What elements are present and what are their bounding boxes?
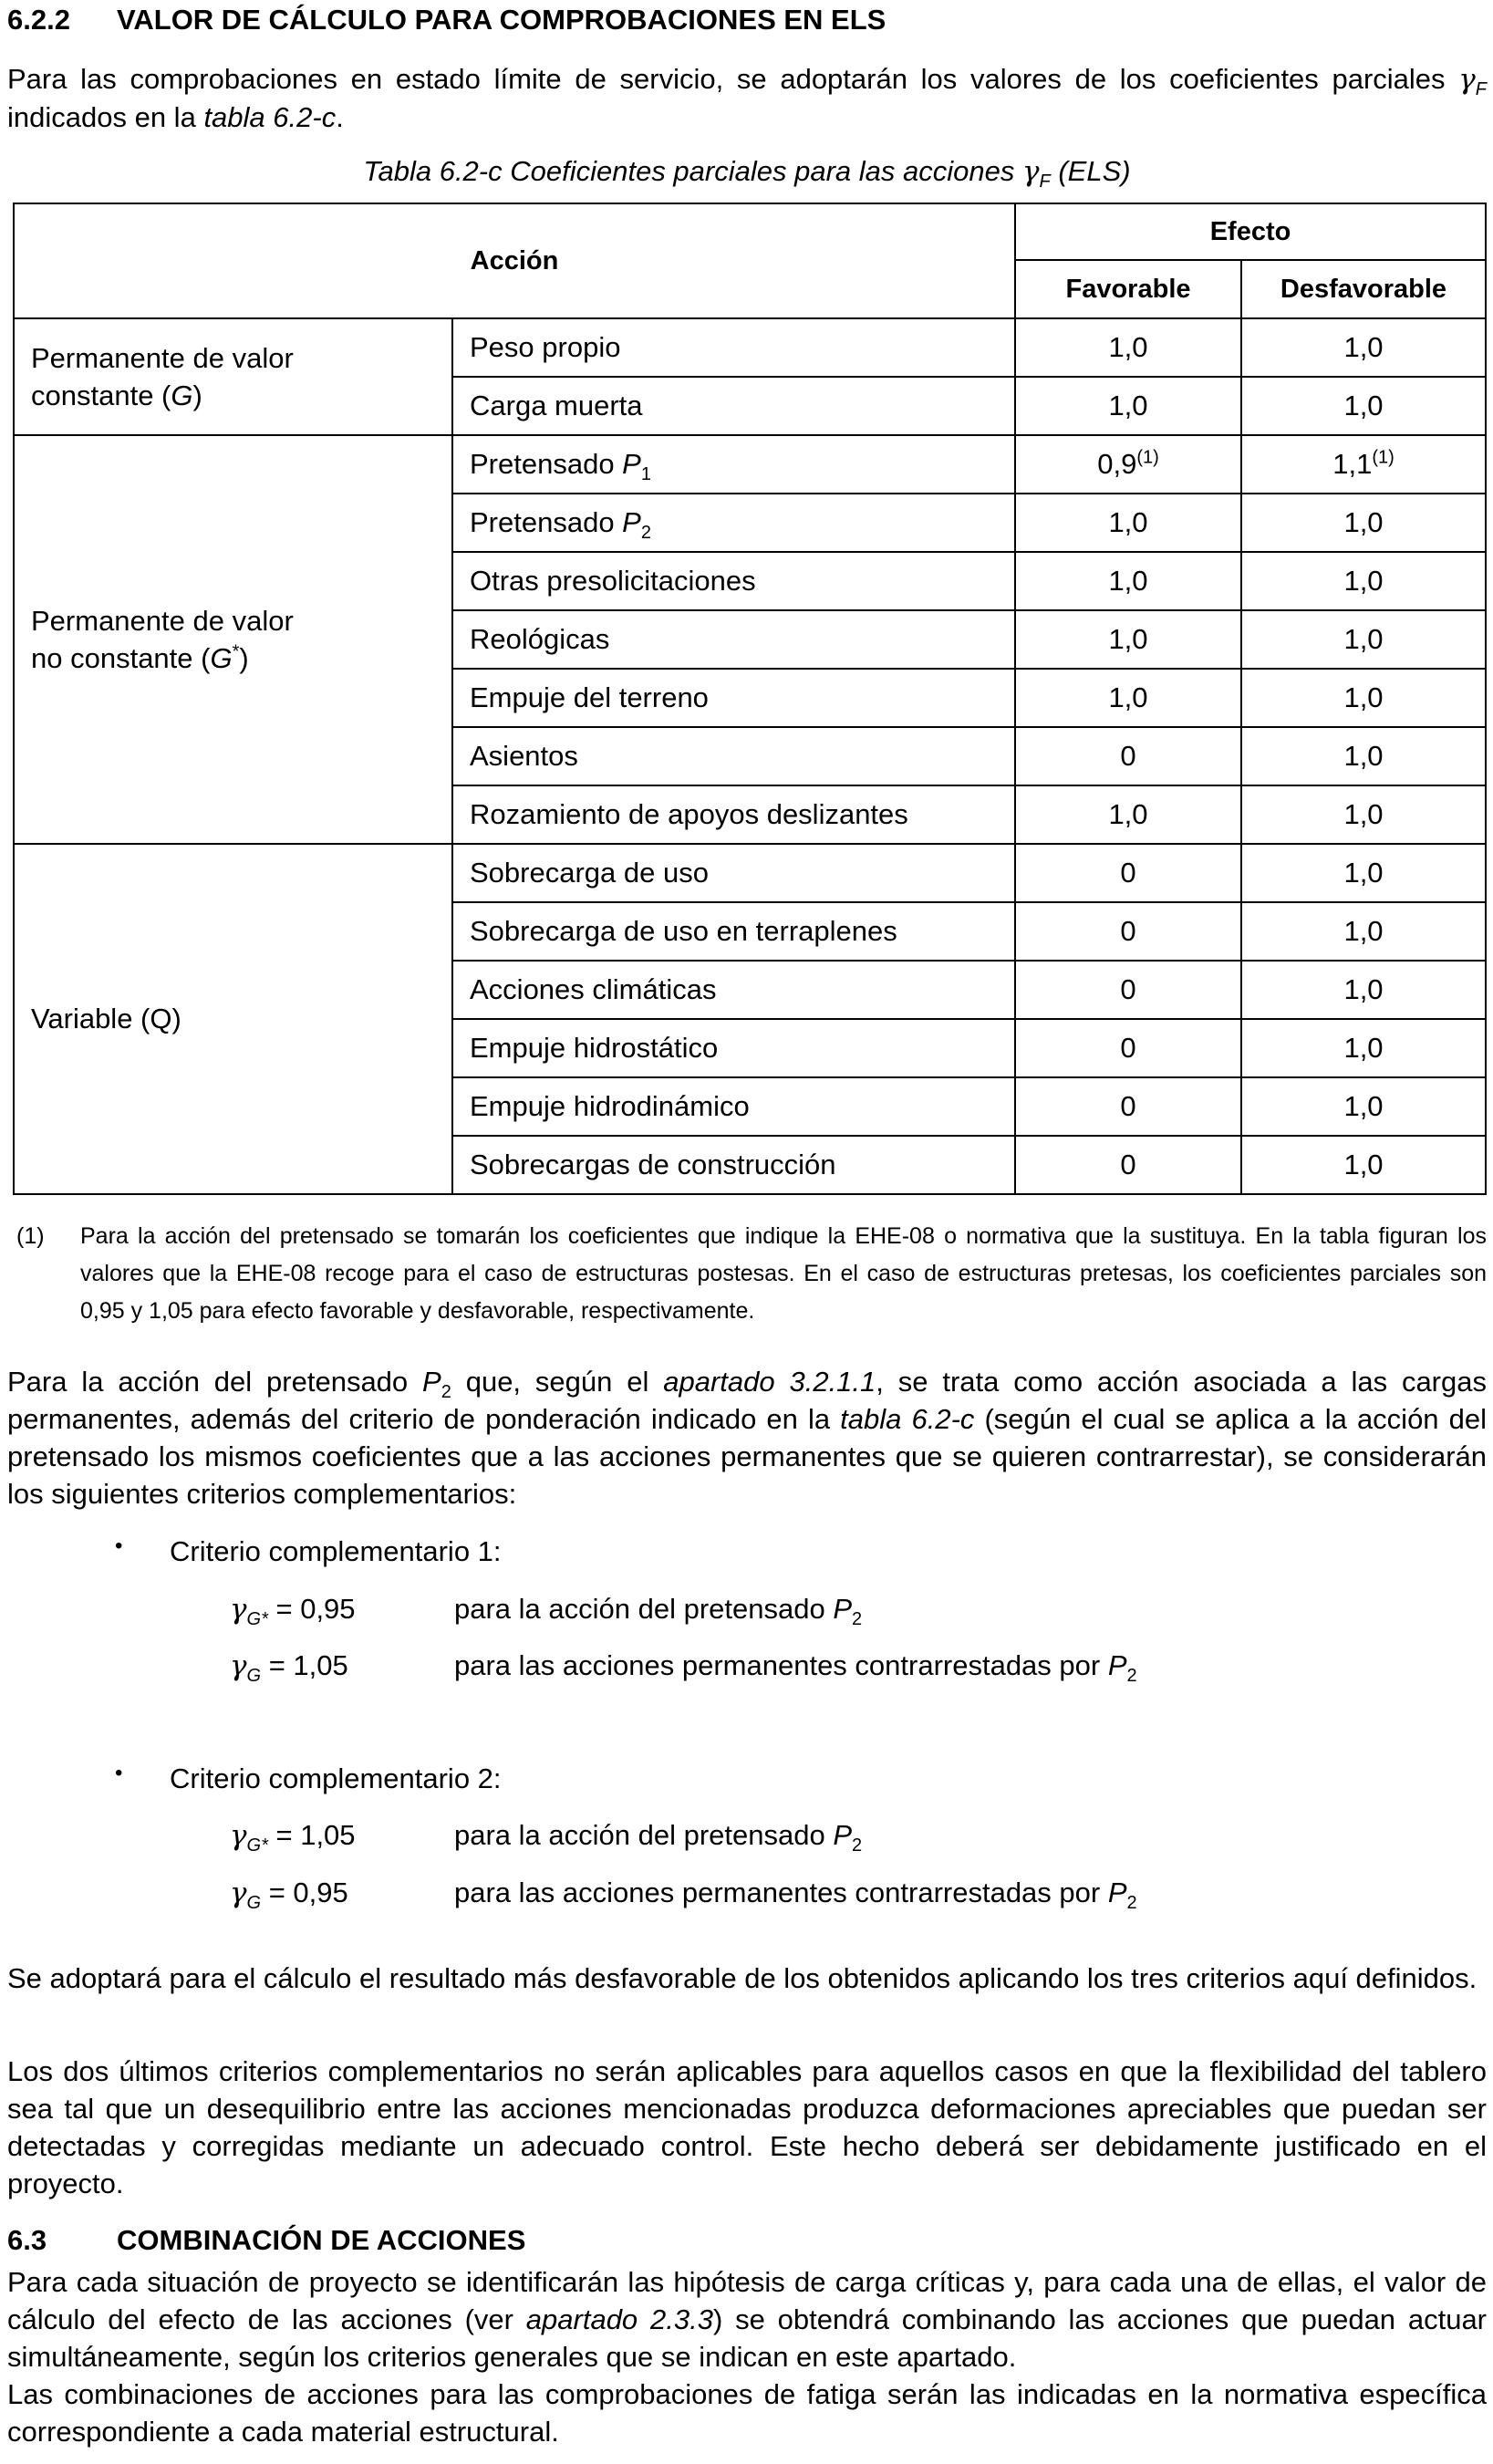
gamma-symbol: γ	[1021, 155, 1040, 188]
action-cell: Sobrecarga de uso	[452, 844, 1015, 902]
group-label: )	[239, 642, 249, 674]
unfavorable-cell: 1,0	[1241, 669, 1486, 727]
unfavorable-cell: 1,0	[1241, 377, 1486, 435]
group-symbol-star: *	[232, 641, 240, 662]
action-subscript: 1	[640, 464, 651, 485]
symbol-subscript: 2	[441, 1382, 451, 1403]
favorable-cell: 1,0	[1015, 318, 1241, 377]
gamma-subscript: F	[1039, 172, 1051, 192]
symbol-subscript: 2	[1126, 1893, 1137, 1914]
pretensado-paragraph	[7, 1363, 1487, 1513]
table-footnote	[7, 1218, 1487, 1330]
table-row	[14, 318, 1486, 377]
favorable-cell: 0	[1015, 1077, 1241, 1136]
action-cell: Empuje del terreno	[452, 669, 1015, 727]
desc-text: para las acciones permanentes contrarrestadas por	[454, 1649, 1108, 1681]
desc-text: para las acciones permanentes contrarrestadas por	[454, 1877, 1108, 1908]
action-cell: Acciones climáticas	[452, 961, 1015, 1019]
action-symbol: P	[622, 506, 641, 538]
para-text: (según el cual se aplica a la acción del pretensado los mismos coeficientes que a las acciones permanentes que se quieren contrarrestar), se considerarán los siguientes criterios complementarios:	[7, 1403, 1487, 1510]
para-text: que, según el	[451, 1366, 664, 1398]
gamma-subscript: G	[246, 1893, 262, 1914]
gamma-symbol: γ	[230, 1819, 247, 1852]
gamma-subscript: G	[246, 1666, 262, 1687]
section-title: COMBINACIÓN DE ACCIONES	[117, 2224, 526, 2256]
action-cell: Sobrecarga de uso en terraplenes	[452, 902, 1015, 961]
caption-text: (ELS)	[1050, 155, 1131, 187]
favorable-value: 0,9	[1097, 448, 1137, 480]
action-cell: Carga muerta	[452, 377, 1015, 435]
gamma-symbol: γ	[230, 1877, 247, 1909]
section-title: VALOR DE CÁLCULO PARA COMPROBACIONES EN ELS	[117, 4, 886, 36]
group-label: no constante (	[31, 642, 211, 674]
gamma-symbol: γ	[230, 1649, 247, 1682]
intro-text: indicados en la	[7, 101, 204, 133]
caption-text: Tabla 6.2-c Coeficientes parciales para las acciones	[363, 155, 1022, 187]
coefficient-value: = 1,05	[261, 1649, 348, 1681]
coefficient-line	[230, 1819, 863, 1856]
intro-paragraph	[7, 60, 1487, 136]
group-label: Permanente de valor	[31, 342, 294, 374]
coefficient-line	[230, 1593, 863, 1630]
symbol: P	[833, 1819, 853, 1851]
unfavorable-cell	[1241, 435, 1486, 494]
section-number: 6.3	[7, 2224, 47, 2256]
intro-text: .	[336, 101, 344, 133]
favorable-cell: 1,0	[1015, 669, 1241, 727]
unfavorable-cell: 1,0	[1241, 318, 1486, 377]
criterion-title: Criterio complementario 1:	[170, 1535, 502, 1567]
unfavorable-cell: 1,0	[1241, 552, 1486, 610]
unfavorable-cell: 1,0	[1241, 1019, 1486, 1077]
favorable-cell: 0	[1015, 961, 1241, 1019]
footnote-number: (1)	[16, 1223, 45, 1249]
action-symbol: P	[622, 448, 641, 480]
favorable-cell: 0	[1015, 1136, 1241, 1194]
gamma-symbol: γ	[1458, 63, 1476, 96]
group-permanente-constante	[14, 318, 452, 435]
symbol: P	[1107, 1877, 1127, 1908]
action-cell: Reológicas	[452, 610, 1015, 669]
footnote-ref: (1)	[1136, 447, 1159, 468]
para-text: , se trata como acción asociada a las cargas permanentes, además del criterio de ponderación indicado en la	[7, 1366, 1487, 1435]
gamma-subscript: F	[1475, 79, 1487, 100]
section-reference: apartado 3.2.1.1	[663, 1366, 876, 1398]
unfavorable-cell: 1,0	[1241, 494, 1486, 552]
favorable-cell: 1,0	[1015, 610, 1241, 669]
section-heading-6-2-2	[7, 4, 886, 36]
result-paragraph: Se adoptará para el cálculo el resultado más desfavorable de los obtenidos aplicando los tres criterios aquí definidos.	[7, 1962, 1477, 1994]
coefficient-description	[454, 1819, 863, 1856]
symbol-subscript: 2	[1126, 1666, 1137, 1687]
symbol-subscript: 2	[852, 1835, 863, 1856]
action-cell: Otras presolicitaciones	[452, 552, 1015, 610]
unfavorable-cell: 1,0	[1241, 1136, 1486, 1194]
unfavorable-cell: 1,0	[1241, 1077, 1486, 1136]
action-cell: Empuje hidrostático	[452, 1019, 1015, 1077]
criterion-title: Criterio complementario 2:	[170, 1762, 502, 1794]
favorable-cell: 0	[1015, 844, 1241, 902]
group-label: Permanente de valor	[31, 605, 294, 637]
section-reference: apartado 2.3.3	[525, 2303, 713, 2335]
table-row	[14, 844, 1486, 902]
desc-text: para la acción del pretensado	[454, 1593, 834, 1625]
action-cell	[452, 494, 1015, 552]
header-accion: Acción	[14, 203, 1015, 318]
favorable-cell: 1,0	[1015, 377, 1241, 435]
symbol: P	[1107, 1649, 1127, 1681]
unfavorable-cell: 1,0	[1241, 902, 1486, 961]
gamma-subscript: G*	[246, 1609, 268, 1630]
table-reference: tabla 6.2-c	[203, 101, 337, 133]
unfavorable-cell: 1,0	[1241, 727, 1486, 785]
section-heading-6-3	[7, 2224, 525, 2257]
header-favorable: Favorable	[1015, 260, 1241, 318]
footnote-ref: (1)	[1372, 447, 1395, 468]
table-caption	[7, 155, 1487, 192]
unfavorable-cell: 1,0	[1241, 961, 1486, 1019]
coefficients-table	[13, 203, 1487, 1195]
group-variable: Variable (Q)	[14, 844, 452, 1194]
bullet-icon: •	[115, 1534, 123, 1558]
favorable-cell: 1,0	[1015, 552, 1241, 610]
coefficient-description	[454, 1593, 863, 1630]
action-cell: Sobrecargas de construcción	[452, 1136, 1015, 1194]
action-cell	[452, 435, 1015, 494]
table-reference: tabla 6.2-c	[840, 1403, 975, 1435]
group-symbol: G	[171, 379, 193, 411]
favorable-cell: 0	[1015, 902, 1241, 961]
desc-text: para la acción del pretensado	[454, 1819, 834, 1851]
action-subscript: 2	[640, 523, 651, 544]
group-label: )	[192, 379, 202, 411]
para-text: Para cada situación de proyecto se identificarán las hipótesis de carga críticas y, para cada una de ellas, el valor de cálculo del efecto de las acciones (ver	[7, 2266, 1487, 2335]
footnote-text: Para la acción del pretensado se tomarán los coeficientes que indique la EHE-08 o normativa que la sustituya. En la tabla figuran los valores que la EHE-08 recoge para el caso de estructuras postesas. En el caso de estructuras pretesas, los coeficientes parciales son 0,95 y 1,05 para efecto favorable y desfavorable, respectivamente.	[80, 1223, 1487, 1324]
para-text: ) se obtendrá combinando las acciones que puedan actuar simultáneamente, según los criterios generales que se indican en este apartado.	[7, 2303, 1488, 2373]
symbol-subscript: 2	[852, 1609, 863, 1630]
coefficient-description	[454, 1649, 1137, 1687]
gamma-symbol: γ	[230, 1593, 247, 1626]
unfavorable-cell: 1,0	[1241, 610, 1486, 669]
group-label: constante (	[31, 379, 171, 411]
action-text: Pretensado	[470, 506, 623, 538]
action-text: Pretensado	[470, 448, 623, 480]
symbol: P	[833, 1593, 853, 1625]
flexibility-paragraph: Los dos últimos criterios complementarios no serán aplicables para aquellos casos en que la flexibilidad del tablero sea tal que un desequilibrio entre las acciones mencionadas produzca deformaciones apreciables que puedan ser detectadas y corregidas mediante un adecuado control. Este hecho deberá ser debidamente justificado en el proyecto.	[7, 2055, 1487, 2199]
para-text: Para la acción del pretensado	[7, 1366, 423, 1398]
coefficient-value: = 1,05	[267, 1819, 356, 1851]
intro-text: Para las comprobaciones en estado límite de servicio, se adoptarán los valores de los coeficientes parciales	[7, 63, 1459, 95]
table-row	[14, 435, 1486, 494]
coefficient-description	[454, 1877, 1137, 1914]
header-desfavorable: Desfavorable	[1241, 260, 1486, 318]
header-efecto: Efecto	[1015, 203, 1486, 260]
action-cell: Empuje hidrodinámico	[452, 1077, 1015, 1136]
bullet-icon: •	[115, 1761, 123, 1785]
coefficient-line	[230, 1649, 1137, 1687]
favorable-cell: 0	[1015, 727, 1241, 785]
favorable-cell: 1,0	[1015, 785, 1241, 844]
group-permanente-no-constante	[14, 435, 452, 844]
combination-paragraph	[7, 2263, 1487, 2376]
action-cell: Asientos	[452, 727, 1015, 785]
unfavorable-cell: 1,0	[1241, 785, 1486, 844]
favorable-cell: 1,0	[1015, 494, 1241, 552]
favorable-cell	[1015, 435, 1241, 494]
favorable-cell: 0	[1015, 1019, 1241, 1077]
action-cell: Rozamiento de apoyos deslizantes	[452, 785, 1015, 844]
coefficient-value: = 0,95	[267, 1593, 356, 1625]
gamma-subscript: G*	[246, 1835, 268, 1856]
unfavorable-value: 1,1	[1332, 448, 1373, 480]
unfavorable-cell: 1,0	[1241, 844, 1486, 902]
fatigue-paragraph: Las combinaciones de acciones para las comprobaciones de fatiga serán las indicadas en la normativa específica correspondiente a cada material estructural.	[7, 2378, 1487, 2448]
group-symbol: G	[210, 642, 233, 674]
coefficient-line	[230, 1877, 1137, 1914]
action-cell: Peso propio	[452, 318, 1015, 377]
coefficient-value: = 0,95	[261, 1877, 348, 1908]
section-number: 6.2.2	[7, 4, 70, 36]
symbol: P	[422, 1366, 441, 1398]
